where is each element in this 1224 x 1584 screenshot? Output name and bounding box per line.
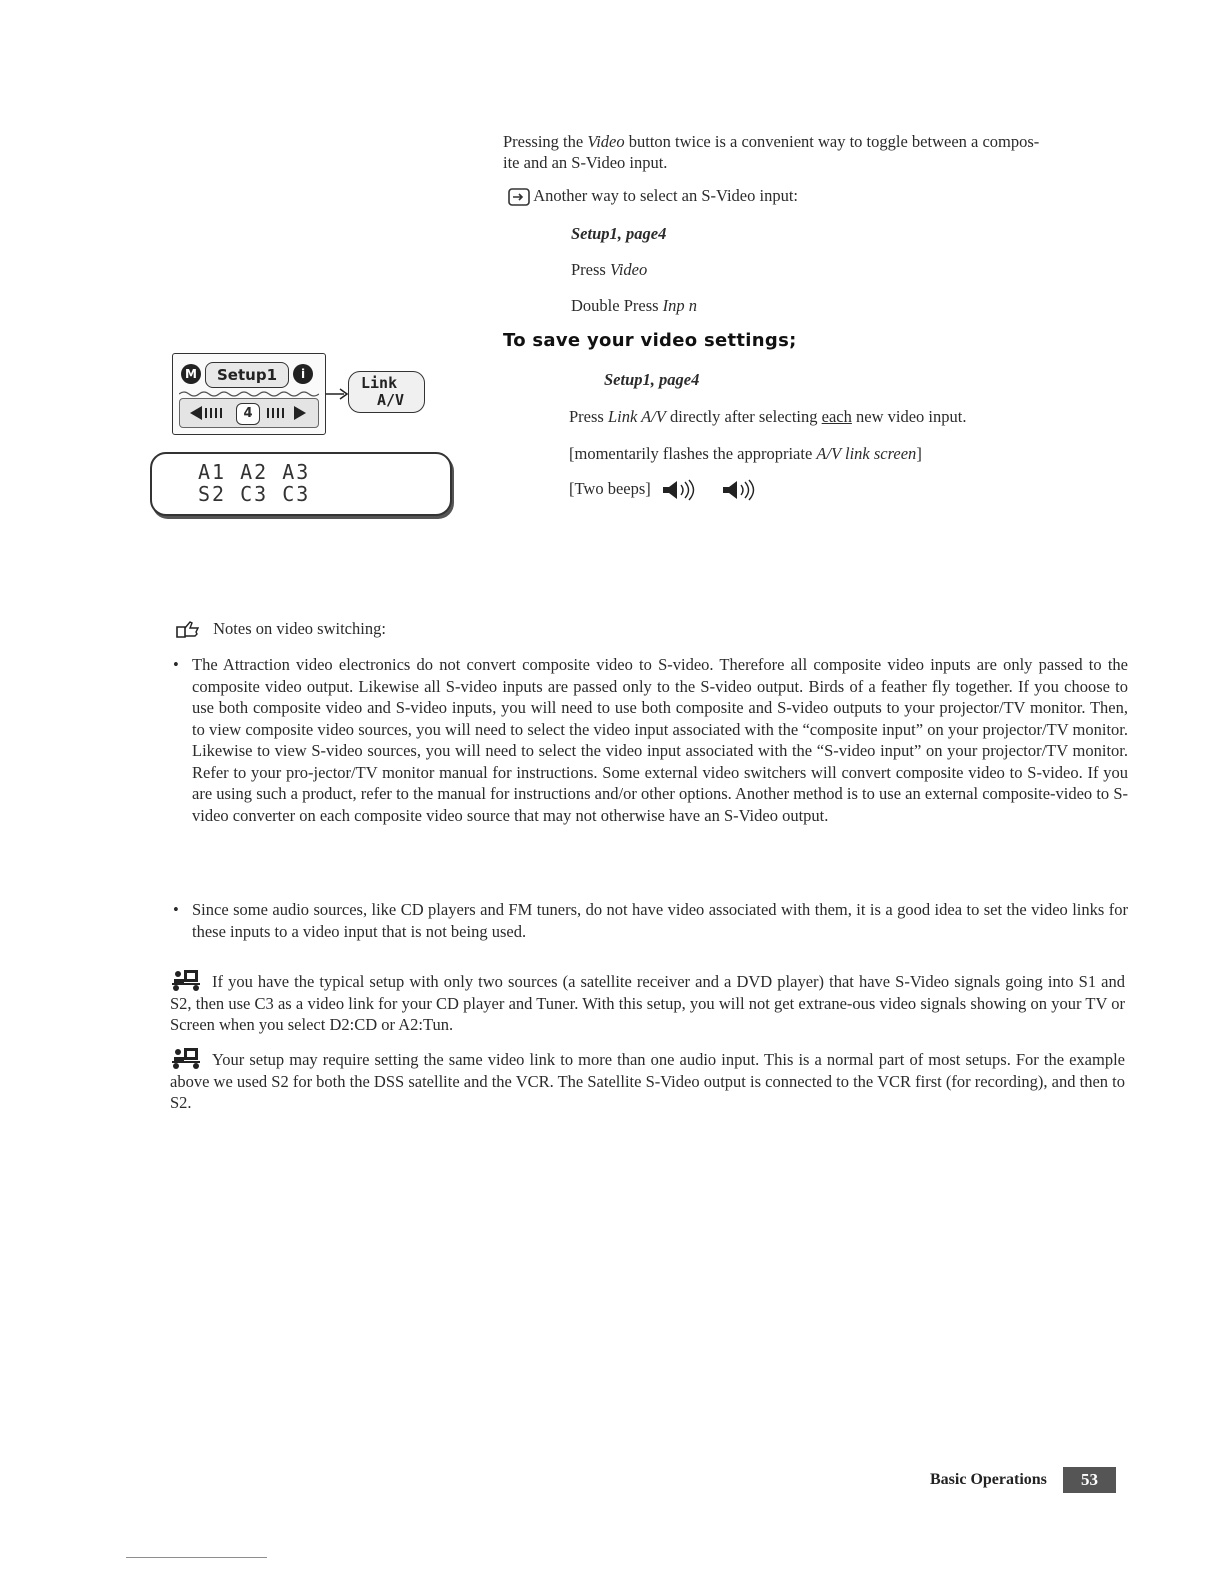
setup1-button[interactable]: Setup1 xyxy=(205,362,289,388)
save-flash-note: [momentarily flashes the appropriate A/V link screen] xyxy=(569,444,922,463)
page-selector[interactable] xyxy=(179,398,319,428)
lcd-display xyxy=(150,452,452,516)
step-double-press: Double Press Inp n xyxy=(571,296,698,315)
save-settings-heading: To save your video settings; xyxy=(503,330,797,351)
arrow-right-icon xyxy=(264,405,306,421)
link-av-button[interactable]: Link A/V xyxy=(348,371,425,413)
tip-paragraph-2: Your setup may require setting the same video link to more than one audio input. This is a normal part of most setups. For the example above we used S2 for both the DSS satellite and the VCR. The Satellite S-Video output is connected to the VCR first (for recording), and then to S2. xyxy=(170,1049,1125,1114)
intro-paragraph: Pressing the Video button twice is a convenient way to toggle between a compos- ite and an S-Video input. xyxy=(503,132,1040,172)
tip-paragraph-1: If you have the typical setup with only two sources (a satellite receiver and a DVD player) that have S-Video signals going into S1 and S2, then use C3 as a video link for your CD player and Tuner. With this setup, you will not get extrane-ous video signals showing on your TV or Screen when you select D2:CD or A2:Tun. xyxy=(170,971,1125,1036)
remote-setup-panel xyxy=(172,353,326,435)
remote-key-icon xyxy=(508,188,530,206)
page-number: 4 xyxy=(236,403,260,425)
arrow-left-icon xyxy=(190,405,232,421)
speaker-beep-icon xyxy=(661,478,695,502)
note-bullet-2: • Since some audio sources, like CD players and FM tuners, do not have video associated with them, it is a good idea to set the video links for these inputs to a video input that is not being used. xyxy=(173,900,1128,941)
footer-section-title: Basic Operations xyxy=(930,1471,1047,1488)
pointing-hand-icon xyxy=(175,620,201,640)
tip-figure-icon xyxy=(170,1046,204,1070)
notes-heading: Notes on video switching: xyxy=(175,618,386,640)
step-setup-page: Setup1, page4 xyxy=(571,224,667,243)
arrow-right-icon xyxy=(326,388,348,400)
save-press-link: Press Link A/V directly after selecting each new video input. xyxy=(569,407,967,426)
speaker-beep-icon xyxy=(721,478,755,502)
save-step-setup: Setup1, page4 xyxy=(604,370,700,389)
page-number-badge: 53 xyxy=(1063,1467,1116,1493)
m-button[interactable]: M xyxy=(181,364,201,384)
step-press-video: Press Video xyxy=(571,260,648,279)
lcd-line-2: S2 C3 C3 xyxy=(198,482,311,506)
info-button[interactable]: i xyxy=(293,364,313,384)
wavy-divider xyxy=(179,390,319,398)
another-way-line: Another way to select an S-Video input: xyxy=(508,185,798,206)
note-bullet-1: • The Attraction video electronics do not convert composite video to S-video. Therefore all composite video inputs are only passed to the composite video output. Likewise all S-video inputs are passed only to the S-video output. Birds of a feather fly together. If you choose to use both composite video and S-video inputs, you will need to use both composite and S-video outputs to your projector/TV monitor. Then, to view composite video sources, you will need to select the video input associated with the “composite input” on your projector/TV monitor. Likewise to view S-video sources, you will need to select the video input associated with the “S-video input” on your projector/TV monitor. Refer to your pro-jector/TV monitor manual for instructions. Some external video switchers will convert composite video to S-video. If you are using such a product, refer to the manual for instructions and/or other options. Another method is to use an external composite-video to S-video converter on each composite video source that may not otherwise have an S-Video output. xyxy=(173,655,1128,825)
save-beeps: [Two beeps] xyxy=(569,478,755,502)
tip-figure-icon xyxy=(170,968,204,992)
bottom-rule xyxy=(126,1557,267,1558)
lcd-line-1: A1 A2 A3 xyxy=(198,460,311,484)
